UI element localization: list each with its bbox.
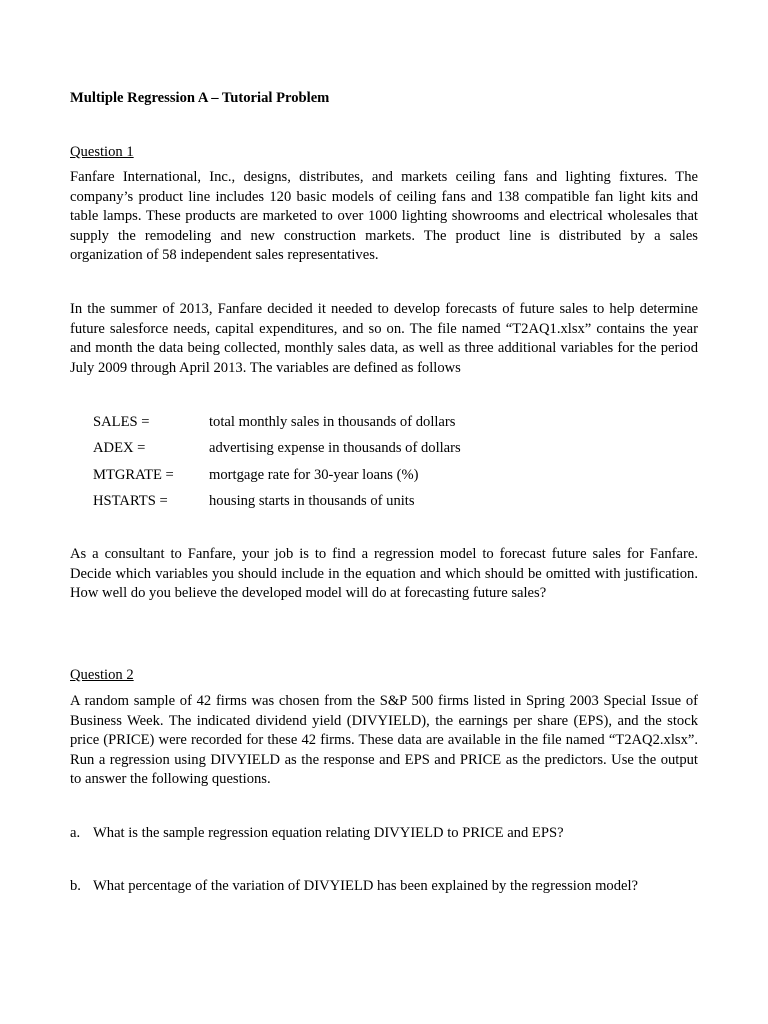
item-label: b.	[70, 878, 81, 894]
variable-name: HSTARTS =	[93, 493, 168, 509]
variable-definition: mortgage rate for 30-year loans (%)	[209, 467, 419, 483]
question-1-heading: Question 1	[70, 144, 134, 160]
variable-definition: advertising expense in thousands of dollars	[209, 440, 461, 456]
question-2-paragraph-1: A random sample of 42 firms was chosen from the S&P 500 firms listed in Spring 2003 Special Issue of Business Week. The indicated dividend yield (DIVYIELD), the earnings per share (EPS), and the stock price (PRICE) were recorded for these 42 firms. These data are available in the file named “T2AQ2.xlsx”. Run a regression using DIVYIELD as the response and EPS and PRICE as the predictors. Use the output to answer the following questions.	[70, 693, 698, 788]
variable-name: ADEX =	[93, 440, 146, 456]
question-1-paragraph-2: In the summer of 2013, Fanfare decided it needed to develop forecasts of future sales to help determine future salesforce needs, capital expenditures, and so on. The file named “T2AQ1.xlsx” contains the year and month the data being collected, monthly sales data, as well as three additional variables for the period July 2009 through April 2013. The variables are defined as follows	[70, 301, 698, 376]
variable-name: SALES =	[93, 414, 150, 430]
item-label: a.	[70, 825, 81, 841]
variable-definition: total monthly sales in thousands of dollars	[209, 414, 456, 430]
item-text: What percentage of the variation of DIVYIELD has been explained by the regression model?	[93, 878, 639, 894]
question-1-paragraph-3: As a consultant to Fanfare, your job is to find a regression model to forecast future sales for Fanfare. Decide which variables you should include in the equation and which should be omitted with justification. How well do you believe the developed model will do at forecasting future sales?	[70, 546, 698, 602]
variable-definition: housing starts in thousands of units	[209, 493, 415, 509]
question-2-heading: Question 2	[70, 667, 134, 683]
question-1-paragraph-1: Fanfare International, Inc., designs, distributes, and markets ceiling fans and lighting fixtures. The company’s product line includes 120 basic models of ceiling fans and 138 compatible fan light kits and table lamps. These products are marketed to over 1000 lighting showrooms and electrical wholesales that supply the remodeling and new construction markets. The product line is distributed by a sales organization of 58 independent sales representatives.	[70, 169, 698, 264]
variable-name: MTGRATE =	[93, 467, 174, 483]
document-title: Multiple Regression A – Tutorial Problem	[70, 90, 330, 106]
item-text: What is the sample regression equation relating DIVYIELD to PRICE and EPS?	[93, 825, 564, 841]
